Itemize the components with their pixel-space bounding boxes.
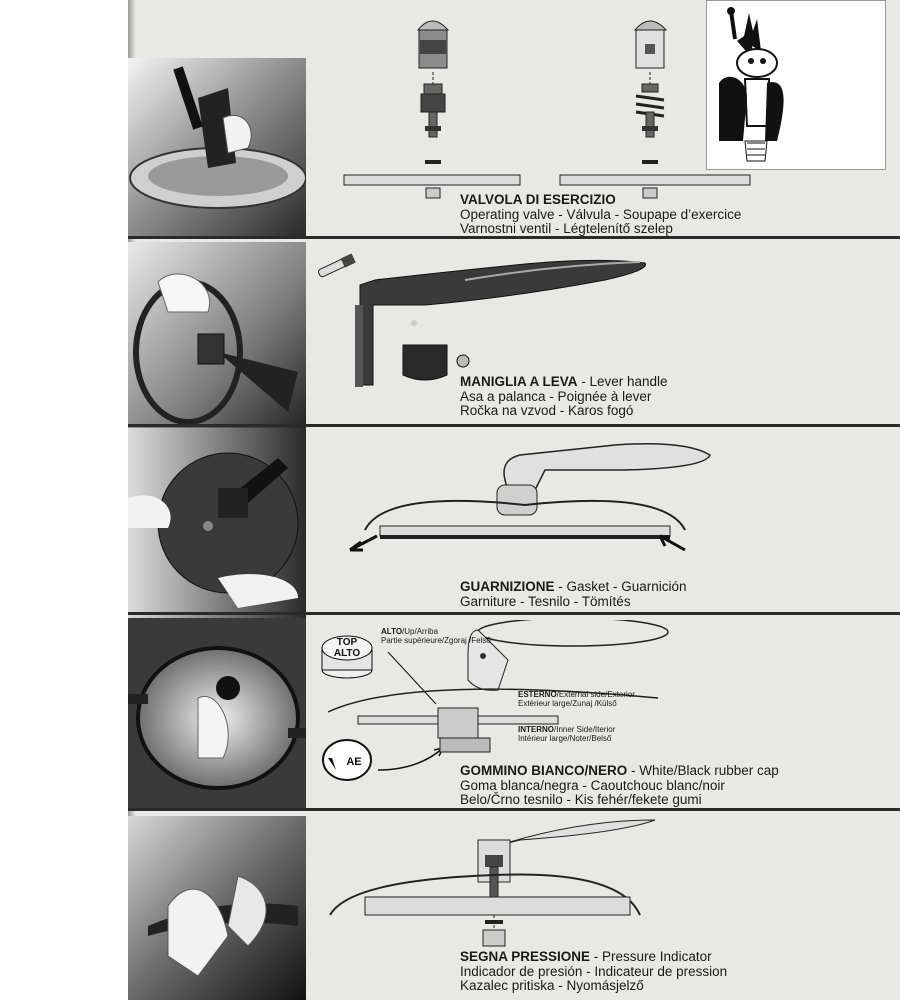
title-pressure-indicator-rest: - Pressure Indicator — [590, 949, 712, 964]
title-lever-handle: MANIGLIA A LEVA — [460, 374, 578, 389]
lever-handle-diagram — [315, 245, 660, 390]
photo-gasket — [128, 428, 306, 618]
title-rubber-cap: GOMMINO BIANCO/NERO — [460, 763, 628, 778]
title-gasket: GUARNIZIONE — [460, 579, 555, 594]
valve-left-icon — [418, 21, 448, 198]
caption-gasket-line1: Garniture - Tesnilo - Tömítés — [460, 593, 631, 609]
esterno-rest: /External side/Exterior — [556, 690, 635, 699]
interno-line2: Intérieur large/Noter/Belső — [518, 734, 612, 743]
caption-pressure-indicator-line2: Kazalec pritiska - Nyomásjelző — [460, 978, 644, 993]
esterno-line2: Extérieur large/Zunaj /Külső — [518, 699, 617, 708]
photo-pressure-indicator — [128, 816, 306, 1000]
caption-gasket — [460, 580, 687, 609]
caption-lever-handle — [460, 375, 668, 419]
section-divider — [128, 612, 900, 615]
alto-rest: /Up/Arriba — [402, 627, 439, 636]
alto-line2: Partie supérieure/Zgoraj /Felső — [381, 636, 491, 645]
alto-bold: ALTO — [381, 627, 403, 636]
esterno-bold: ESTERNO — [518, 690, 557, 699]
alto-note — [381, 627, 491, 645]
title-operating-valve: VALVOLA DI ESERCIZIO — [460, 192, 616, 207]
title-gasket-rest: - Gasket - Guarnición — [554, 579, 687, 594]
top-cap-icon — [322, 636, 372, 678]
caption-rubber-cap-line2: Belo/Črno tesnilo - Kis fehér/fekete gumi — [460, 792, 702, 807]
caption-pressure-indicator-line1: Indicador de presión - Indicateur de pression — [460, 963, 728, 979]
esterno-note — [518, 690, 635, 708]
section-divider — [128, 808, 900, 811]
section-divider — [128, 236, 900, 239]
interno-rest: /Inner Side/Iterior — [554, 725, 616, 734]
interno-note — [518, 725, 615, 743]
alto-cap-label: ALTO — [333, 648, 361, 659]
top-cap-label: TOP — [336, 637, 358, 648]
caption-operating-valve-line2: Varnostni ventil - Légtelenítő szelep — [460, 221, 673, 236]
caption-lever-handle-line1: Asa a palanca - Poignée à lever — [460, 388, 652, 404]
caption-lever-handle-line2: Ročka na vzvod - Karos fogó — [460, 403, 634, 418]
pressure-indicator-diagram — [320, 815, 660, 955]
caption-rubber-cap-line1: Goma blanca/negra - Caoutchouc blanc/noir — [460, 777, 725, 793]
interno-bold: INTERNO — [518, 725, 554, 734]
photo-lever-handle — [128, 242, 306, 438]
ae-cap-icon — [323, 740, 371, 780]
valve-right-icon — [635, 21, 666, 198]
caption-pressure-indicator — [460, 950, 727, 994]
photo-rubber-cap — [128, 618, 306, 810]
section-divider — [128, 424, 900, 427]
gasket-diagram — [345, 430, 715, 575]
photo-operating-valve — [128, 58, 306, 236]
ae-cap-label: AE — [346, 756, 362, 768]
mascot-illustration — [706, 0, 886, 170]
caption-operating-valve — [460, 193, 741, 237]
caption-rubber-cap — [460, 764, 779, 808]
title-pressure-indicator: SEGNA PRESSIONE — [460, 949, 591, 964]
title-rubber-cap-rest: - White/Black rubber cap — [627, 763, 779, 778]
title-lever-handle-rest: - Lever handle — [577, 374, 668, 389]
valve-diagram — [330, 0, 760, 200]
caption-operating-valve-line1: Operating valve - Válvula - Soupape d’exercice — [460, 206, 742, 222]
